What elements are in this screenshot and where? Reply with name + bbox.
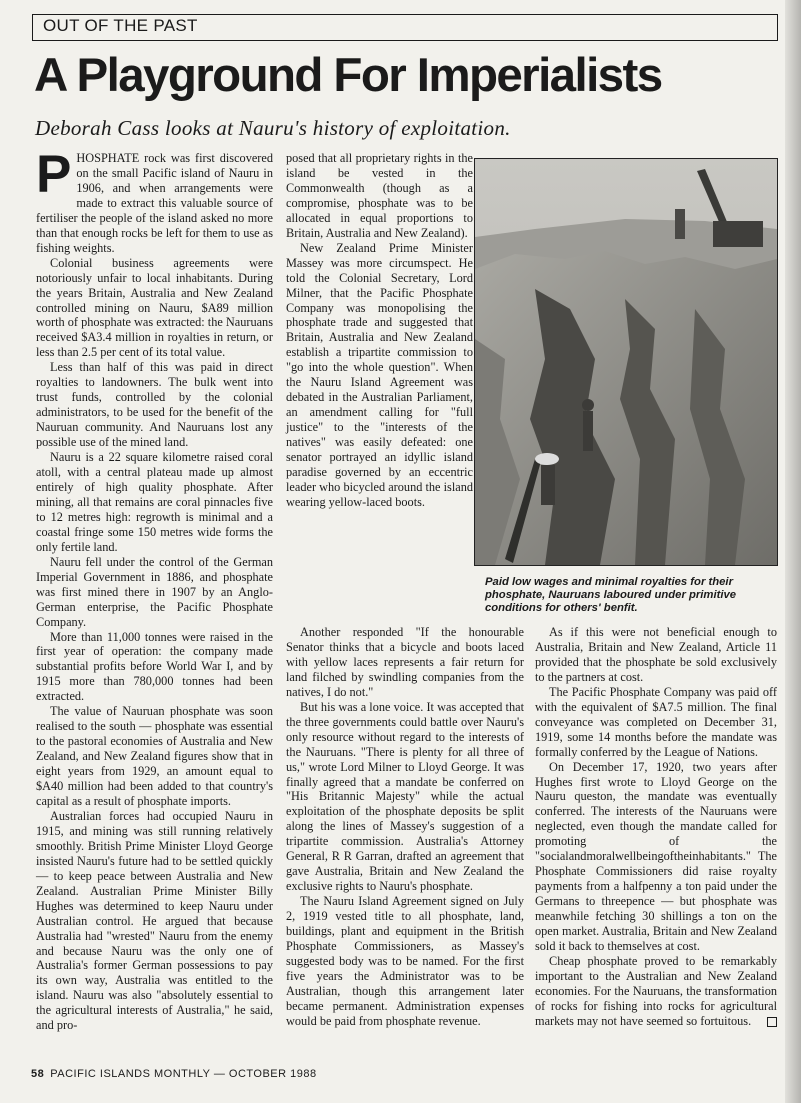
column-1: [36, 145, 273, 1033]
paragraph: posed that all proprietary rights in the island be vested in the Commonwealth (though as a compromise, phosphate was to be allocated in equal proportions to Britain, Australia and New Zealand).: [286, 151, 473, 240]
paragraph: The Nauru Island Agreement signed on July 2, 1919 vested title to all phosphate, land, buildings, plant and equipment in the British Phosphate Commissioners, as Massey's suggested body was to be named. For the first five years the Administrator was to be Australian, though this arrangement later became permanent. Administration expenses would be paid from phosphate revenue.: [286, 894, 524, 1028]
paragraph: Nauru fell under the control of the German Imperial Government in 1886, and phosphate was first mined there in 1907 by an Anglo-German enterprise, the Pacific Phosphate Company.: [36, 554, 273, 629]
paragraph: The value of Nauruan phosphate was soon realised to the south — phosphate was essential to the pastoral economies of Australia and New Zealand, and New Zealand figures show that in eight years from 1929, an amount equal to $A40 million had been added to that country's capital as a result of phosphate imports.: [36, 704, 273, 808]
end-mark-icon: [767, 1017, 777, 1027]
paragraph: Nauru is a 22 square kilometre raised coral atoll, with a central plateau made up almost entirely of high quality phosphate. After mining, all that remains are coral pinnacles five to 12 metres high: regrowth is minimal and a coastal fringe some 150 metres wide forms the only fertile land.: [36, 450, 273, 554]
paragraph-text: HOSPHATE rock was first discovered on the small Pacific island of Nauru in 1906, and when arrangements were made to extract this valuable source of fertiliser the people of the island asked no more than that enough rocks be left for them to use as fishing weights.: [36, 151, 273, 255]
page-footer: [31, 1068, 317, 1080]
section-header-box: [32, 14, 778, 41]
page-number: 58: [31, 1068, 45, 1080]
paragraph: Another responded "If the honourable Senator thinks that a bicycle and boots laced with yellow laces represents a fair return for land filched by swindling companies from the natives, I do not.": [286, 625, 524, 699]
mining-photo: [474, 158, 778, 566]
paragraph-text: Cheap phosphate proved to be remarkably important to the Australian and New Zealand economies. For the Nauruans, the transformation of rocks for fishing into rocks for agricultural markets may not have seemed so fortuitous.: [535, 953, 777, 1028]
paragraph: [36, 145, 273, 256]
page-edge-shadow: [785, 0, 801, 1103]
paragraph: Australian forces had occupied Nauru in 1915, and mining was still running relatively smoothly. British Prime Minister Lloyd George insisted Nauru's future had to be settled quickly — to keep peace between Australia and New Zealand. Australian Prime Minister Billy Hughes was determined to keep Nauru under Australian control. He argued that because Australia had "wrested" Nauru from the enemy and because Nauru was the only one of Australia's former German possessions to pay its own way, Australia was entitled to the island. Nauru was also "absolutely essential to the agricultural interests of Australia," he said, and pro-: [36, 808, 273, 1033]
section-label: OUT OF THE PAST: [43, 16, 198, 35]
paragraph: Colonial business agreements were notoriously unfair to local inhabitants. During the years Britain, Australia and New Zealand controlled mining on Nauru, $A89 million worth of phosphate was extracted: the Nauruans received $A3.4 million in royalties in return, or less than 2.5 per cent of its total value.: [36, 255, 273, 360]
running-title: PACIFIC ISLANDS MONTHLY — OCTOBER 1988: [50, 1068, 317, 1080]
paragraph: Less than half of this was paid in direct royalties to landowners. The bulk went into trust funds, controlled by the colonial administrators, to be used for the benefit of the Nauruan community. And Nauruans lost any possible use of the mined land.: [36, 360, 273, 450]
paragraph: As if this were not beneficial enough to Australia, Britain and New Zealand, Article 11 provided that the phosphate be sold exclusively to the partners at cost.: [535, 625, 777, 684]
paragraph: But his was a lone voice. It was accepted that the three governments could battle over Nauru's only resource without regard to the interests of the Nauruans. "There is plenty for all three of us," wrote Lord Milner to Lloyd George. It was finally agreed that a mandate be conferred on "His Britannic Majesty" while the actual exploitation of the phosphate deposits be split along the lines of Massey's suggestion of a tripartite commission. Australia's Attorney General, R R Garran, drafted an agreement that gave Australia, Britain and New Zealand the exclusive rights to Nauru's phosphate.: [286, 699, 524, 894]
paragraph: More than 11,000 tonnes were raised in the first year of operation: the company made substantial profits before World War I, and by 1915 more than 780,000 tonnes had been extracted.: [36, 629, 273, 704]
column-4: [535, 625, 777, 1029]
paragraph: The Pacific Phosphate Company was paid off with the equivalent of $A7.5 million. The final conveyance was completed on December 31, 1919, some 14 months before the mandate was formally conferred by the League of Nations.: [535, 684, 777, 759]
paragraph: On December 17, 1920, two years after Hughes first wrote to Lloyd George on the Nauru queston, the mandate was eventually conferred. The interests of the Nauruans were neglected, even though the mandate called for promoting of the "socialandmoralwellbeingoftheinhabitants." The Phosphate Commissioners did raise royalty payments from a halfpenny a ton paid under the Germans to threepence — but phosphate was meanwhile fetching 30 shillings a ton on the open market. Australia, Britain and New Zealand sold it back to themselves at cost.: [535, 759, 777, 954]
photo-caption: Paid low wages and minimal royalties for their phosphate, Nauruans laboured under primitive conditions for others' benfit.: [485, 576, 737, 614]
column-3: [286, 625, 524, 1029]
paragraph: New Zealand Prime Minister Massey was more circumspect. He told the Colonial Secretary, Lord Milner, that the Pacific Phosphate Company was monopolising the phosphate trade and suggested that Britain, Australia and New Zealand establish a tripartite commission to "go into the whole question". When the Nauru Island Agreement was debated in the Australian Parliament, an amendment calling for "full justice" to the "interests of the natives" was easily defeated: one senator portrayed an idyllic island paradise governed by an eccentric leader who bicycled around the island wearing yellow-laced boots.: [286, 240, 473, 509]
article-subtitle: Deborah Cass looks at Nauru's history of exploitation.: [35, 116, 511, 140]
column-2: [286, 151, 473, 510]
paragraph: [535, 954, 777, 1029]
drop-cap: P: [36, 145, 72, 204]
article-title: A Playground For Imperialists: [34, 49, 662, 102]
